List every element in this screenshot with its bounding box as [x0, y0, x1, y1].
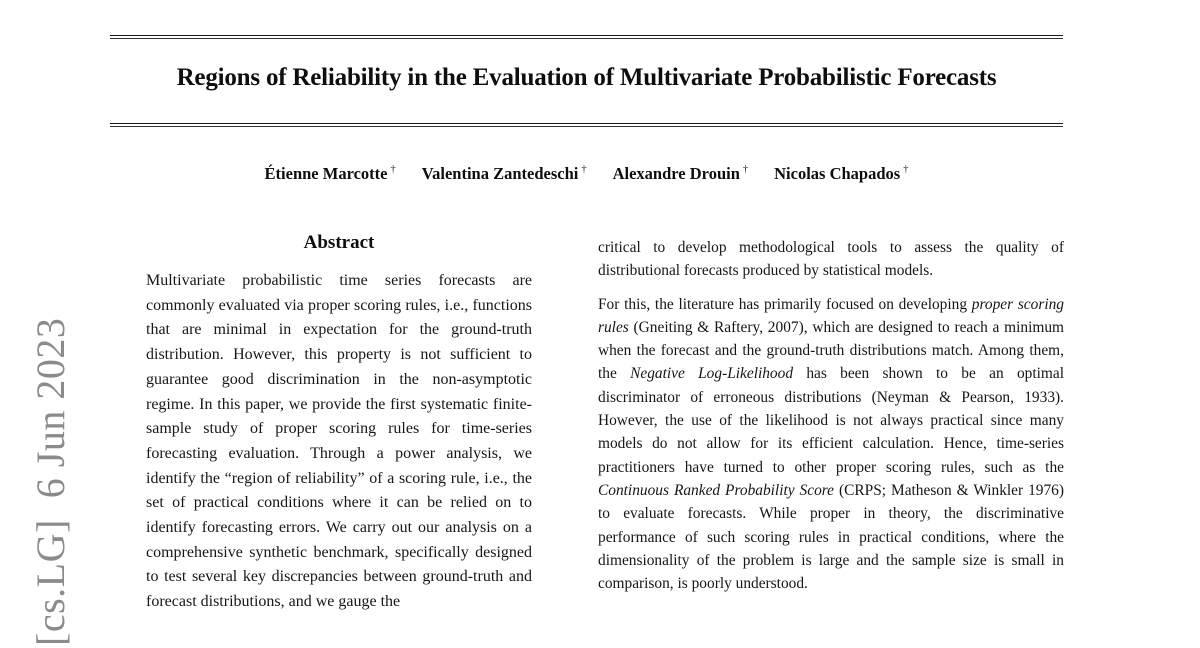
authors-line: [110, 164, 1063, 184]
author: [265, 164, 396, 183]
introduction-column: [598, 236, 1064, 605]
text-run: (CRPS; Matheson & Winkler 1976) to evaluate forecasts. While proper in theory, the discriminative performance of such scoring rules in practical conditions, where the dimensionality of the problem is large and the sample size is small in comparison, is poorly understood.: [598, 481, 1064, 593]
abstract-heading: Abstract: [303, 232, 375, 253]
paper-title: Regions of Reliability in the Evaluation of Multivariate Probabilistic Forecasts: [176, 64, 997, 91]
italic-term: Negative Log-Likelihood: [630, 365, 794, 383]
intro-paragraph-2: [598, 293, 1064, 596]
author-name: Valentina Zantedeschi: [421, 164, 579, 183]
author-footnote-mark: †: [903, 163, 909, 175]
text-run: For this, the literature has primarily focused on developing: [598, 295, 972, 313]
italic-term: Continuous Ranked Probability Score: [598, 481, 835, 499]
text-run: has been shown to be an optimal discriminator of erroneous distributions (Neyman & Pearson, 1933). However, the use of the likelihood is not always practical since many models do not allow for its efficient calculation. Hence, time-series practitioners have turned to other proper scoring rules, such as the: [598, 365, 1064, 476]
author: [774, 164, 908, 183]
title-rule-top: [110, 35, 1063, 39]
abstract-section: [146, 232, 532, 615]
author-footnote-mark: †: [742, 163, 749, 175]
title-rule-bottom: [110, 123, 1063, 127]
italic-term: proper scoring rules: [598, 295, 1064, 336]
author-name: Alexandre Drouin: [612, 164, 740, 183]
author: [422, 164, 587, 183]
author-name: Étienne Marcotte: [264, 164, 388, 183]
author-footnote-mark: †: [581, 163, 587, 175]
author: [613, 164, 749, 183]
author-footnote-mark: †: [390, 163, 396, 175]
text-run: (Gneiting & Raftery, 2007), which are designed to reach a minimum when the forecast and the ground-truth distributions match. Among them, the: [598, 318, 1064, 383]
author-name: Nicolas Chapados: [774, 164, 901, 183]
arxiv-stamp-text: [cs.LG] 6 Jun 2023: [28, 317, 73, 646]
intro-paragraph-1: critical to develop methodological tools to assess the quality of distributional forecasts produced by statistical models.: [598, 239, 1064, 280]
abstract-text: Multivariate probabilistic time series forecasts are commonly evaluated via proper scoring rules, i.e., functions that are minimal in expectation for the ground-truth distribution. However, this property is not sufficient to guarantee good discrimination in the non-asymptotic regime. In this paper, we provide the first systematic finite-sample study of proper scoring rules for time-series forecasting evaluation. Through a power analysis, we identify the “region of reliability” of a scoring rule, i.e., the set of practical conditions where it can be relied on to identify forecasting errors. We carry out our analysis on a comprehensive synthetic benchmark, specifically designed to test several key discrepancies between ground-truth and forecast distributions, and we gauge the: [146, 272, 532, 611]
